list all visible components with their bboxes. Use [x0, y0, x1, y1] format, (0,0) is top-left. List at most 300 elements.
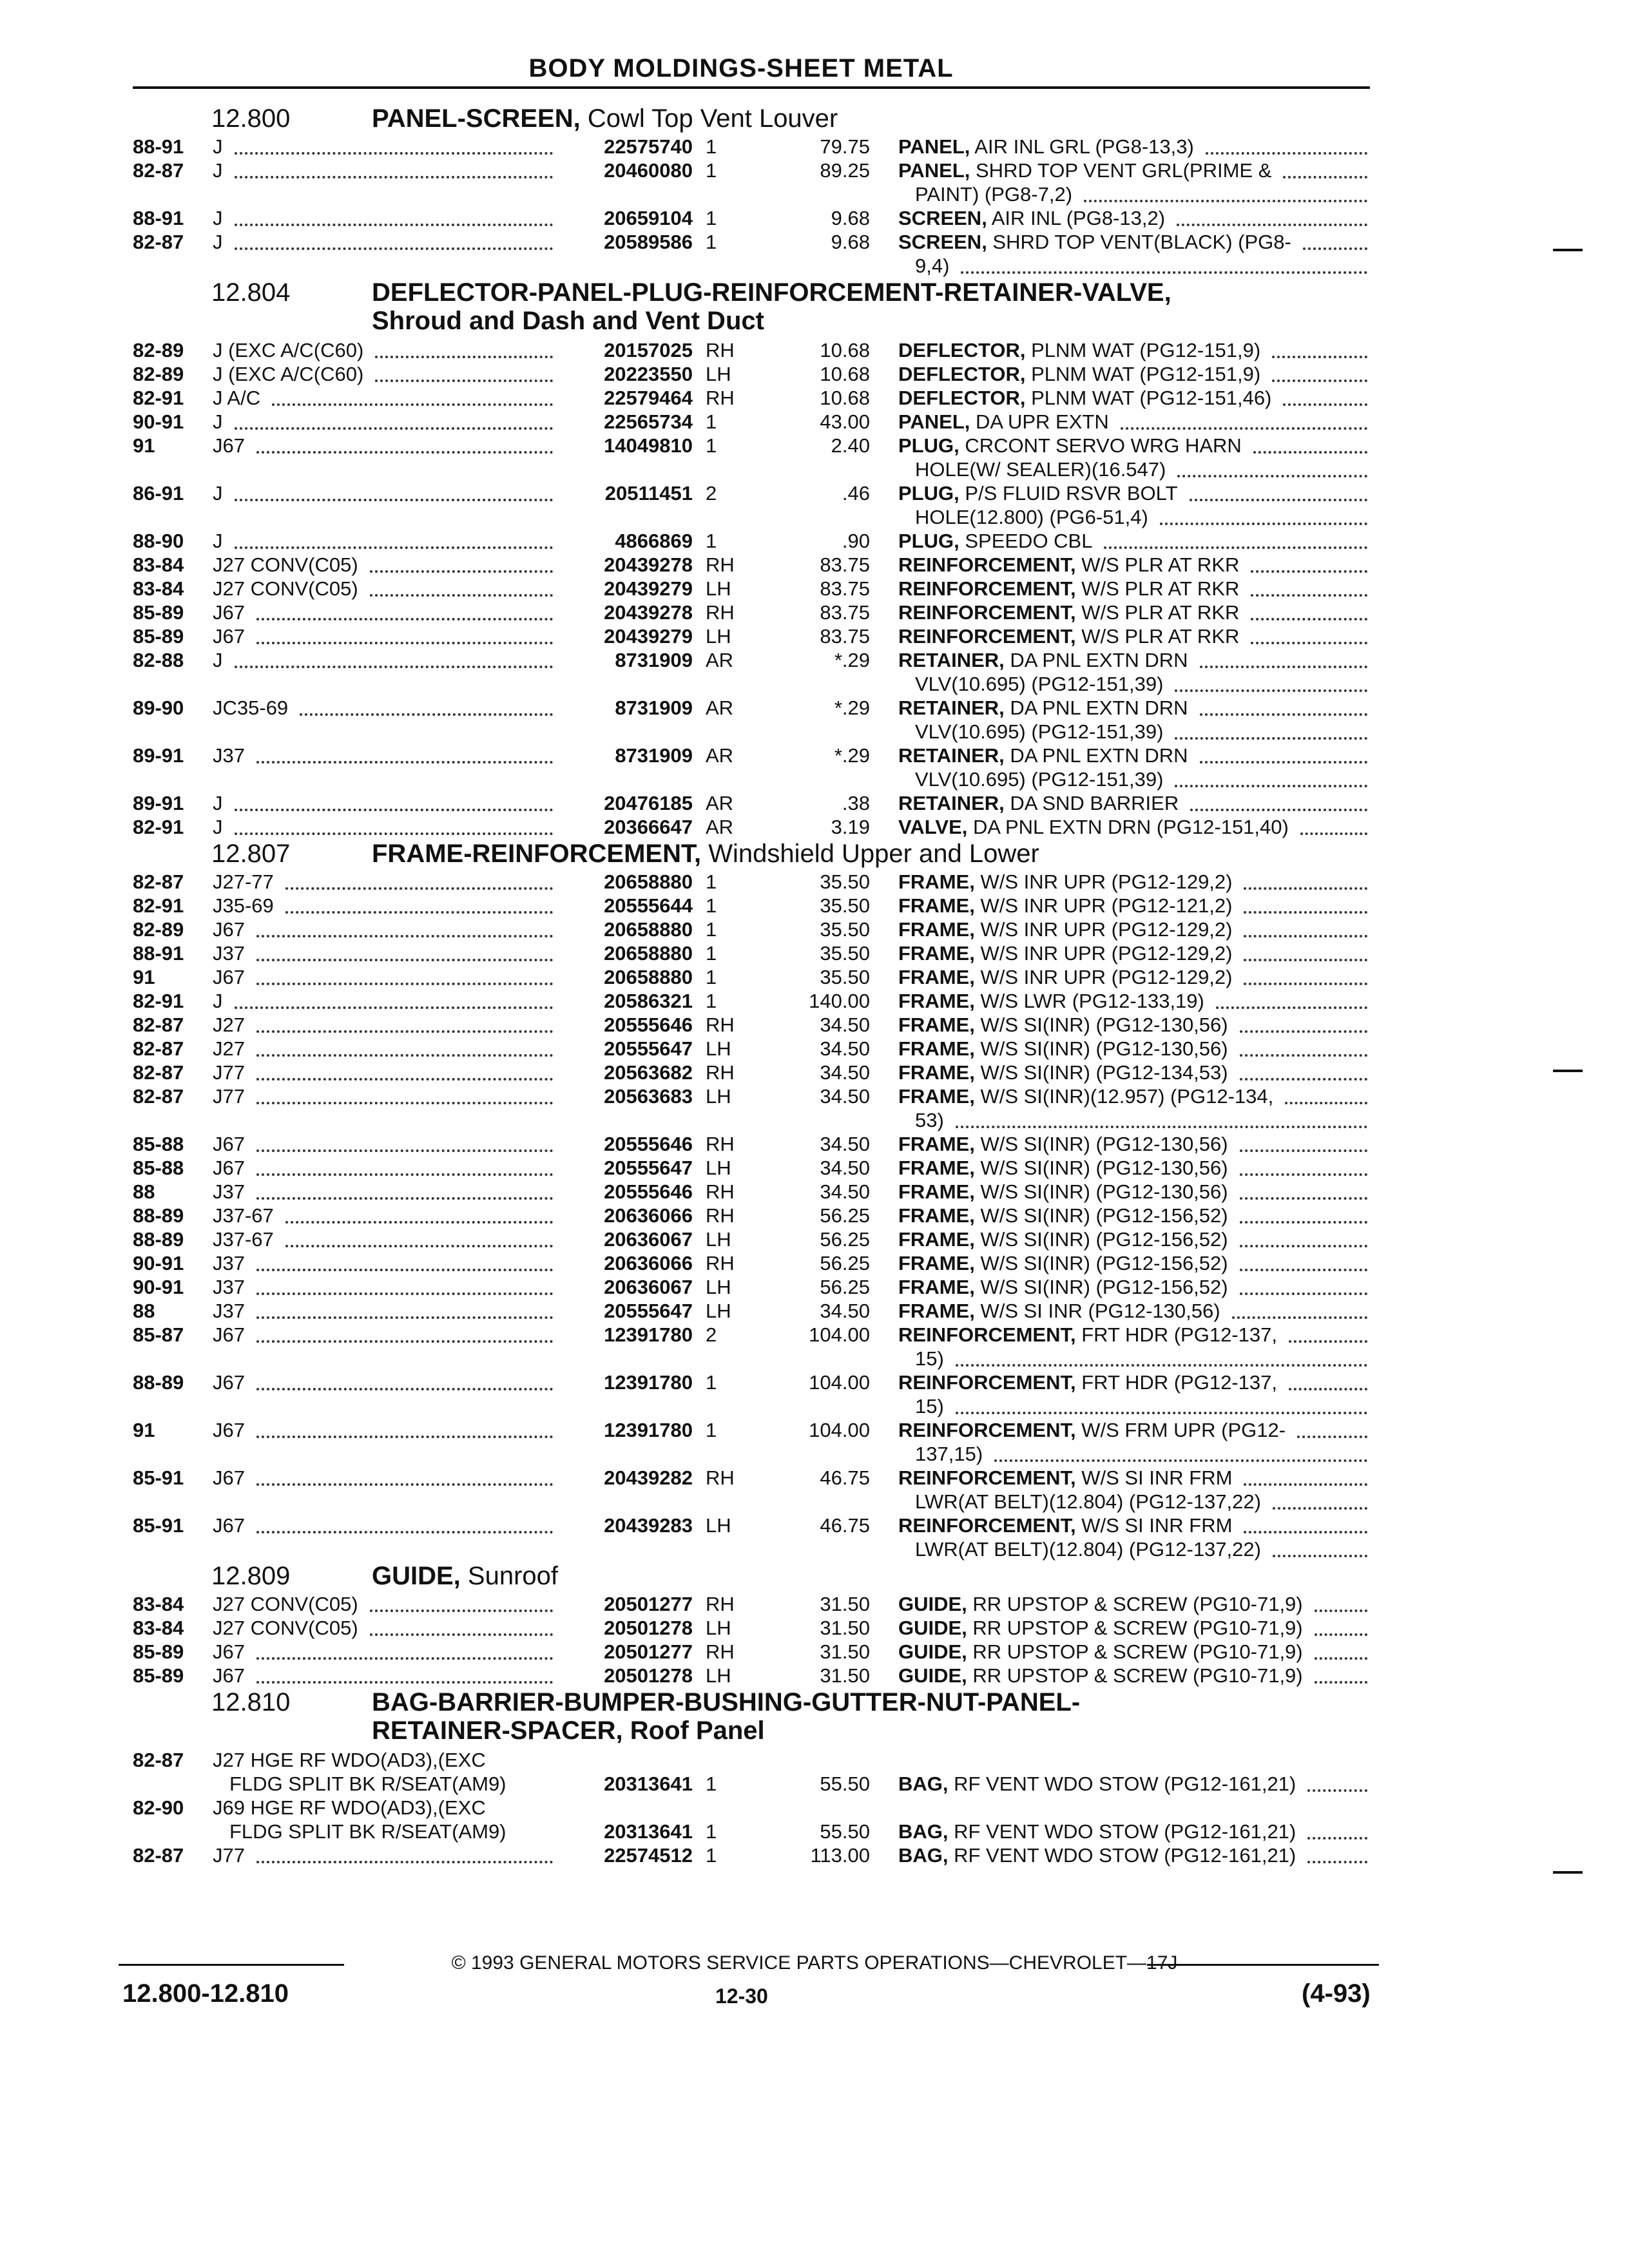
leader-dots: [1175, 673, 1367, 692]
description-noun: FRAME,: [898, 1085, 975, 1108]
description: [898, 530, 1092, 553]
quantity: LH: [706, 1157, 731, 1179]
description-text: AIR INL (PG8-13,2): [987, 207, 1166, 229]
description: [898, 207, 1165, 230]
part-line: [0, 409, 1629, 433]
margin-tick: [1553, 249, 1583, 251]
part-row: [0, 552, 1629, 576]
description-noun: PANEL,: [898, 159, 970, 182]
part-line: [0, 134, 1629, 158]
part-number: 20439282: [604, 1466, 693, 1489]
part-row: [0, 433, 1629, 481]
price: 56.25: [820, 1204, 870, 1227]
leader-dots: [272, 387, 553, 406]
price: 35.50: [820, 870, 870, 893]
model-years: 88-91: [133, 135, 184, 158]
model-code: J A/C: [213, 387, 261, 409]
model-code: J (EXC A/C(C60): [213, 363, 364, 385]
price: 89.25: [820, 159, 870, 182]
description: [898, 990, 1204, 1013]
price: 140.00: [809, 990, 870, 1012]
leader-dots: [1273, 1538, 1367, 1557]
section-12-800: [0, 103, 1629, 277]
price: 46.75: [820, 1466, 870, 1489]
leader-dots: [1240, 1014, 1367, 1033]
leader-dots: [235, 410, 553, 430]
price: 31.50: [820, 1617, 870, 1639]
price: 34.50: [820, 1037, 870, 1060]
part-number: 20636067: [604, 1228, 693, 1251]
part-row: [0, 1203, 1629, 1227]
leader-dots: [1315, 1593, 1367, 1612]
leader-dots: [285, 870, 553, 890]
leader-dots: [256, 1014, 553, 1033]
section-title: [372, 840, 1039, 869]
description-continued-line: [0, 505, 1629, 528]
quantity: RH: [706, 601, 735, 624]
model-years: 89-91: [133, 792, 184, 814]
part-line: [0, 158, 1629, 182]
price: 104.00: [809, 1419, 870, 1441]
quantity: RH: [706, 1061, 735, 1084]
part-line: [0, 433, 1629, 457]
part-number: 20555647: [604, 1300, 693, 1322]
description: [898, 792, 1179, 815]
quantity: LH: [706, 1664, 731, 1687]
model-code: J37: [213, 1276, 245, 1298]
leader-dots: [256, 1157, 553, 1176]
description: [898, 1157, 1228, 1180]
description-noun: RETAINER,: [898, 792, 1005, 814]
description-text: W/S PLR AT RKR: [1075, 625, 1240, 648]
description: [898, 601, 1239, 624]
part-line: [0, 941, 1629, 965]
model-years: 90-91: [133, 1252, 184, 1274]
price: *.29: [834, 649, 870, 671]
model-years: 88-91: [133, 207, 184, 229]
part-number: 20636066: [604, 1204, 693, 1227]
part-row: [0, 743, 1629, 791]
quantity: RH: [706, 1014, 735, 1036]
description-noun: FRAME,: [898, 942, 975, 965]
part-number: 4866869: [615, 530, 693, 552]
model-code: J67: [213, 1664, 245, 1687]
section-title-bold: GUIDE,: [372, 1562, 461, 1590]
part-line: [0, 1639, 1629, 1663]
leader-dots: [1177, 458, 1367, 477]
part-number: 20223550: [604, 363, 693, 385]
price: 2.40: [831, 434, 870, 457]
model-code: J67: [213, 918, 245, 941]
model-code: J: [213, 207, 223, 229]
description-text: W/S SI(INR) (PG12-130,56): [974, 1180, 1228, 1203]
part-row: [0, 941, 1629, 965]
model-line: [0, 1795, 1629, 1819]
description-text: PLNM WAT (PG12-151,9): [1025, 363, 1261, 385]
description-text: W/S SI INR FRM: [1075, 1466, 1233, 1489]
description: [898, 1419, 1286, 1442]
description-text: W/S SI(INR) (PG12-156,52): [974, 1252, 1228, 1274]
part-row: [0, 1513, 1629, 1561]
leader-dots: [1273, 1490, 1367, 1510]
section-title: [372, 278, 1171, 307]
description-continued-line: [0, 1441, 1629, 1465]
description-text: W/S SI(INR) (PG12-130,56): [974, 1014, 1228, 1036]
description-text: PLNM WAT (PG12-151,46): [1025, 387, 1272, 409]
price: 55.50: [820, 1820, 870, 1843]
leader-dots: [256, 434, 553, 454]
price: 34.50: [820, 1085, 870, 1108]
price: 56.25: [820, 1276, 870, 1298]
quantity: 1: [706, 434, 717, 457]
description-continued-line: [0, 1394, 1629, 1418]
model-code: J37: [213, 1180, 245, 1203]
model-years: 83-84: [133, 577, 184, 600]
quantity: LH: [706, 1300, 731, 1322]
price: 35.50: [820, 894, 870, 917]
quantity: LH: [706, 363, 731, 385]
part-row: [0, 965, 1629, 988]
leader-dots: [235, 649, 553, 668]
section-header: [0, 103, 1629, 134]
leader-dots: [1307, 1844, 1367, 1863]
part-number: 8731909: [615, 697, 693, 719]
description-text: W/S SI(INR) (PG12-134,53): [974, 1061, 1228, 1084]
part-number: 8731909: [615, 649, 693, 671]
model-code: JC35-69: [213, 697, 289, 719]
description: [898, 339, 1260, 362]
description: [898, 1617, 1303, 1640]
leader-dots: [256, 918, 553, 937]
description-continued: VLV(10.695) (PG12-151,39): [915, 768, 1164, 791]
quantity: 1: [706, 410, 717, 433]
model-code: J67: [213, 1157, 245, 1179]
leader-dots: [1240, 1133, 1367, 1152]
leader-dots: [256, 744, 553, 764]
section-title-bold: PANEL-SCREEN,: [372, 104, 581, 133]
quantity: LH: [706, 1228, 731, 1251]
part-row: [0, 481, 1629, 528]
leader-dots: [1190, 482, 1367, 501]
description: [898, 649, 1188, 672]
quantity: 1: [706, 1773, 717, 1795]
part-line: [0, 1513, 1629, 1537]
part-line: [0, 1131, 1629, 1155]
leader-dots: [256, 1252, 553, 1271]
description: [898, 744, 1188, 767]
title-rule: [133, 86, 1370, 89]
description-text: RR UPSTOP & SCREW (PG10-71,9): [967, 1593, 1303, 1615]
section-code: 12.800: [211, 104, 291, 133]
quantity: RH: [706, 1640, 735, 1663]
model-years: 85-89: [133, 601, 184, 624]
model-code: J67: [213, 966, 245, 988]
leader-dots: [1240, 1157, 1367, 1176]
model-years: 91: [133, 1419, 155, 1441]
leader-dots: [1240, 1204, 1367, 1224]
part-line: [0, 1036, 1629, 1060]
part-number: 20555646: [604, 1014, 693, 1036]
price: 31.50: [820, 1640, 870, 1663]
quantity: LH: [706, 1276, 731, 1298]
part-line: [0, 481, 1629, 505]
model-years: 85-87: [133, 1323, 184, 1346]
description-noun: FRAME,: [898, 990, 975, 1012]
description-noun: FRAME,: [898, 1228, 975, 1251]
part-row: [0, 893, 1629, 917]
part-line: [0, 361, 1629, 385]
description-noun: GUIDE,: [898, 1617, 967, 1639]
price: 3.19: [831, 816, 870, 838]
part-number: 20555644: [604, 894, 693, 917]
leader-dots: [300, 697, 553, 716]
leader-dots: [235, 482, 553, 501]
part-row: [0, 1747, 1629, 1795]
description-text: PLNM WAT (PG12-151,9): [1025, 339, 1261, 361]
section-title-rest: Cowl Top Vent Louver: [580, 104, 838, 133]
part-row: [0, 1251, 1629, 1274]
description-continued-line: [0, 1346, 1629, 1370]
model-line: [0, 1747, 1629, 1771]
leader-dots: [370, 1593, 553, 1612]
part-row: [0, 409, 1629, 433]
model-years: 82-89: [133, 339, 184, 361]
quantity: 1: [706, 918, 717, 941]
description-text: RF VENT WDO STOW (PG12-161,21): [948, 1820, 1296, 1843]
description: [898, 1133, 1228, 1156]
leader-dots: [256, 1664, 553, 1684]
model-code: J27 CONV(C05): [213, 1617, 358, 1639]
section-subtitle: RETAINER-SPACER, Roof Panel: [372, 1716, 765, 1745]
description-text: DA SND BARRIER: [1004, 792, 1179, 814]
leader-dots: [956, 1109, 1367, 1128]
part-row: [0, 1131, 1629, 1155]
description: [898, 1323, 1277, 1347]
description-text: W/S INR UPR (PG12-129,2): [974, 870, 1233, 893]
description-text: AIR INL GRL (PG8-13,3): [970, 135, 1194, 158]
model-code: J27 CONV(C05): [213, 553, 358, 576]
part-line: [0, 1843, 1629, 1867]
model-code: J67: [213, 1419, 245, 1441]
part-line: [0, 600, 1629, 624]
description-text: W/S SI(INR) (PG12-156,52): [974, 1276, 1228, 1298]
model-code: J27 CONV(C05): [213, 1593, 358, 1615]
part-row: [0, 600, 1629, 624]
leader-dots: [994, 1443, 1367, 1462]
part-line: [0, 695, 1629, 719]
price: 34.50: [820, 1014, 870, 1036]
description-noun: FRAME,: [898, 1180, 975, 1203]
leader-dots: [1240, 1180, 1367, 1200]
section-12-807: [0, 838, 1629, 1561]
description: [898, 918, 1232, 941]
part-number: 8731909: [615, 744, 693, 767]
part-number: 20511451: [604, 482, 693, 505]
description-text: W/S INR UPR (PG12-121,2): [974, 894, 1233, 917]
part-number: 12391780: [604, 1323, 693, 1346]
description: [898, 1014, 1228, 1037]
part-line: [0, 1203, 1629, 1227]
part-line: [0, 648, 1629, 671]
quantity: RH: [706, 1133, 735, 1155]
description-noun: RETAINER,: [898, 649, 1005, 671]
leader-dots: [285, 894, 553, 914]
description-text: SHRD TOP VENT GRL(PRIME &: [970, 159, 1272, 182]
part-row: [0, 1591, 1629, 1615]
section-title-rest: Sunroof: [460, 1562, 559, 1590]
part-row: [0, 1179, 1629, 1203]
section-title-bold: DEFLECTOR-PANEL-PLUG-REINFORCEMENT-RETAINER-VALVE,: [372, 278, 1171, 307]
quantity: 1: [706, 530, 717, 552]
leader-dots: [1175, 768, 1367, 787]
model-years: 88-89: [133, 1371, 184, 1394]
description: [898, 1466, 1232, 1490]
model-years: 88-89: [133, 1228, 184, 1251]
description: [898, 231, 1291, 254]
model-years: 85-89: [133, 1664, 184, 1687]
price: 34.50: [820, 1157, 870, 1179]
leader-dots: [1121, 410, 1367, 430]
leader-dots: [1240, 1228, 1367, 1247]
part-row: [0, 1060, 1629, 1084]
description: [898, 1180, 1228, 1204]
part-number: 20589586: [604, 231, 693, 253]
description-text: FRT HDR (PG12-137,: [1075, 1323, 1277, 1346]
description-text: DA PNL EXTN DRN: [1004, 649, 1188, 671]
quantity: LH: [706, 625, 731, 648]
description: [898, 1037, 1228, 1061]
price: .38: [842, 792, 870, 814]
description-noun: RETAINER,: [898, 744, 1005, 767]
description-noun: FRAME,: [898, 918, 975, 941]
model-code: J: [213, 482, 223, 505]
price: 83.75: [820, 601, 870, 624]
description-text: FRT HDR (PG12-137,: [1075, 1371, 1277, 1394]
part-line: [0, 338, 1629, 361]
model-code: J: [213, 231, 223, 253]
leader-dots: [1240, 1061, 1367, 1081]
part-line: [0, 1155, 1629, 1179]
leader-dots: [256, 1061, 553, 1081]
model-years: 82-87: [133, 231, 184, 253]
description-text: W/S SI(INR)(12.957) (PG12-134,: [974, 1085, 1274, 1108]
model-code: J27: [213, 1014, 245, 1036]
part-line: [0, 893, 1629, 917]
part-number: 20636066: [604, 1252, 693, 1274]
quantity: 1: [706, 1419, 717, 1441]
section-12-809: [0, 1561, 1629, 1687]
model-code: J37-67: [213, 1204, 274, 1227]
description-noun: FRAME,: [898, 1157, 975, 1179]
part-line: [0, 385, 1629, 409]
leader-dots: [1272, 363, 1367, 382]
description-continued: LWR(AT BELT)(12.804) (PG12-137,22): [915, 1538, 1261, 1561]
model-code: J67: [213, 601, 245, 624]
leader-dots: [1300, 816, 1367, 835]
description: [898, 1252, 1228, 1275]
description-noun: DEFLECTOR,: [898, 339, 1026, 361]
page-title: BODY MOLDINGS-SHEET METAL: [528, 54, 954, 82]
part-row: [0, 869, 1629, 893]
part-line: [0, 1591, 1629, 1615]
model-years: 91: [133, 434, 155, 457]
quantity: 2: [706, 1323, 717, 1346]
description-text: DA UPR EXTN: [970, 410, 1109, 433]
leader-dots: [235, 231, 553, 250]
quantity: LH: [706, 1037, 731, 1060]
description: [898, 1276, 1228, 1299]
description-continued-line: [0, 457, 1629, 481]
model-years: 82-91: [133, 990, 184, 1012]
leader-dots: [1244, 894, 1367, 914]
part-line: [0, 743, 1629, 767]
leader-dots: [256, 1371, 553, 1390]
price: 34.50: [820, 1180, 870, 1203]
model-code: J67: [213, 1514, 245, 1537]
description-text: RF VENT WDO STOW (PG12-161,21): [948, 1844, 1296, 1867]
description-noun: PANEL,: [898, 135, 970, 158]
description-text: W/S INR UPR (PG12-129,2): [974, 966, 1233, 988]
leader-dots: [1307, 1820, 1367, 1840]
description: [898, 1085, 1273, 1108]
description-noun: DEFLECTOR,: [898, 387, 1026, 409]
model-years: 88-90: [133, 530, 184, 552]
quantity: RH: [706, 553, 735, 576]
description-continued-line: [0, 1537, 1629, 1561]
model-years: 82-91: [133, 816, 184, 838]
part-line: [0, 1663, 1629, 1687]
part-row: [0, 338, 1629, 361]
leader-dots: [235, 816, 553, 835]
model-years: 82-89: [133, 918, 184, 941]
description-noun: PLUG,: [898, 434, 959, 457]
quantity: 1: [706, 159, 717, 182]
description-text: SPEEDO CBL: [959, 530, 1093, 552]
model-code-continued: FLDG SPLIT BK R/SEAT(AM9): [229, 1773, 506, 1795]
description-continued-line: [0, 671, 1629, 695]
part-row: [0, 1155, 1629, 1179]
model-years: 82-87: [133, 159, 184, 182]
description: [898, 1664, 1303, 1687]
leader-dots: [256, 942, 553, 961]
description-noun: REINFORCEMENT,: [898, 1514, 1076, 1537]
description-text: W/S INR UPR (PG12-129,2): [974, 918, 1233, 941]
part-line: [0, 1227, 1629, 1251]
model-code: J: [213, 816, 223, 838]
leader-dots: [1315, 1617, 1367, 1636]
leader-dots: [1283, 159, 1367, 178]
model-years: 85-91: [133, 1514, 184, 1537]
description-text: W/S SI INR (PG12-130,56): [974, 1300, 1220, 1322]
part-number: 20157025: [604, 339, 693, 361]
model-years: 90-91: [133, 410, 184, 433]
leader-dots: [256, 1037, 553, 1057]
part-row: [0, 814, 1629, 838]
leader-dots: [256, 1276, 553, 1295]
leader-dots: [1244, 966, 1367, 985]
part-number: 20439283: [604, 1514, 693, 1537]
price: 83.75: [820, 577, 870, 600]
footer-copyright: © 1993 GENERAL MOTORS SERVICE PARTS OPERATIONS—CHEVROLET—17J: [451, 1952, 1178, 1974]
model-code: J37-67: [213, 1228, 274, 1251]
price: 104.00: [809, 1323, 870, 1346]
part-number: 20636067: [604, 1276, 693, 1298]
part-number: 20555647: [604, 1037, 693, 1060]
part-number: 20366647: [604, 816, 693, 838]
part-line: [0, 624, 1629, 648]
leader-dots: [1251, 625, 1367, 644]
leader-dots: [256, 1180, 553, 1200]
